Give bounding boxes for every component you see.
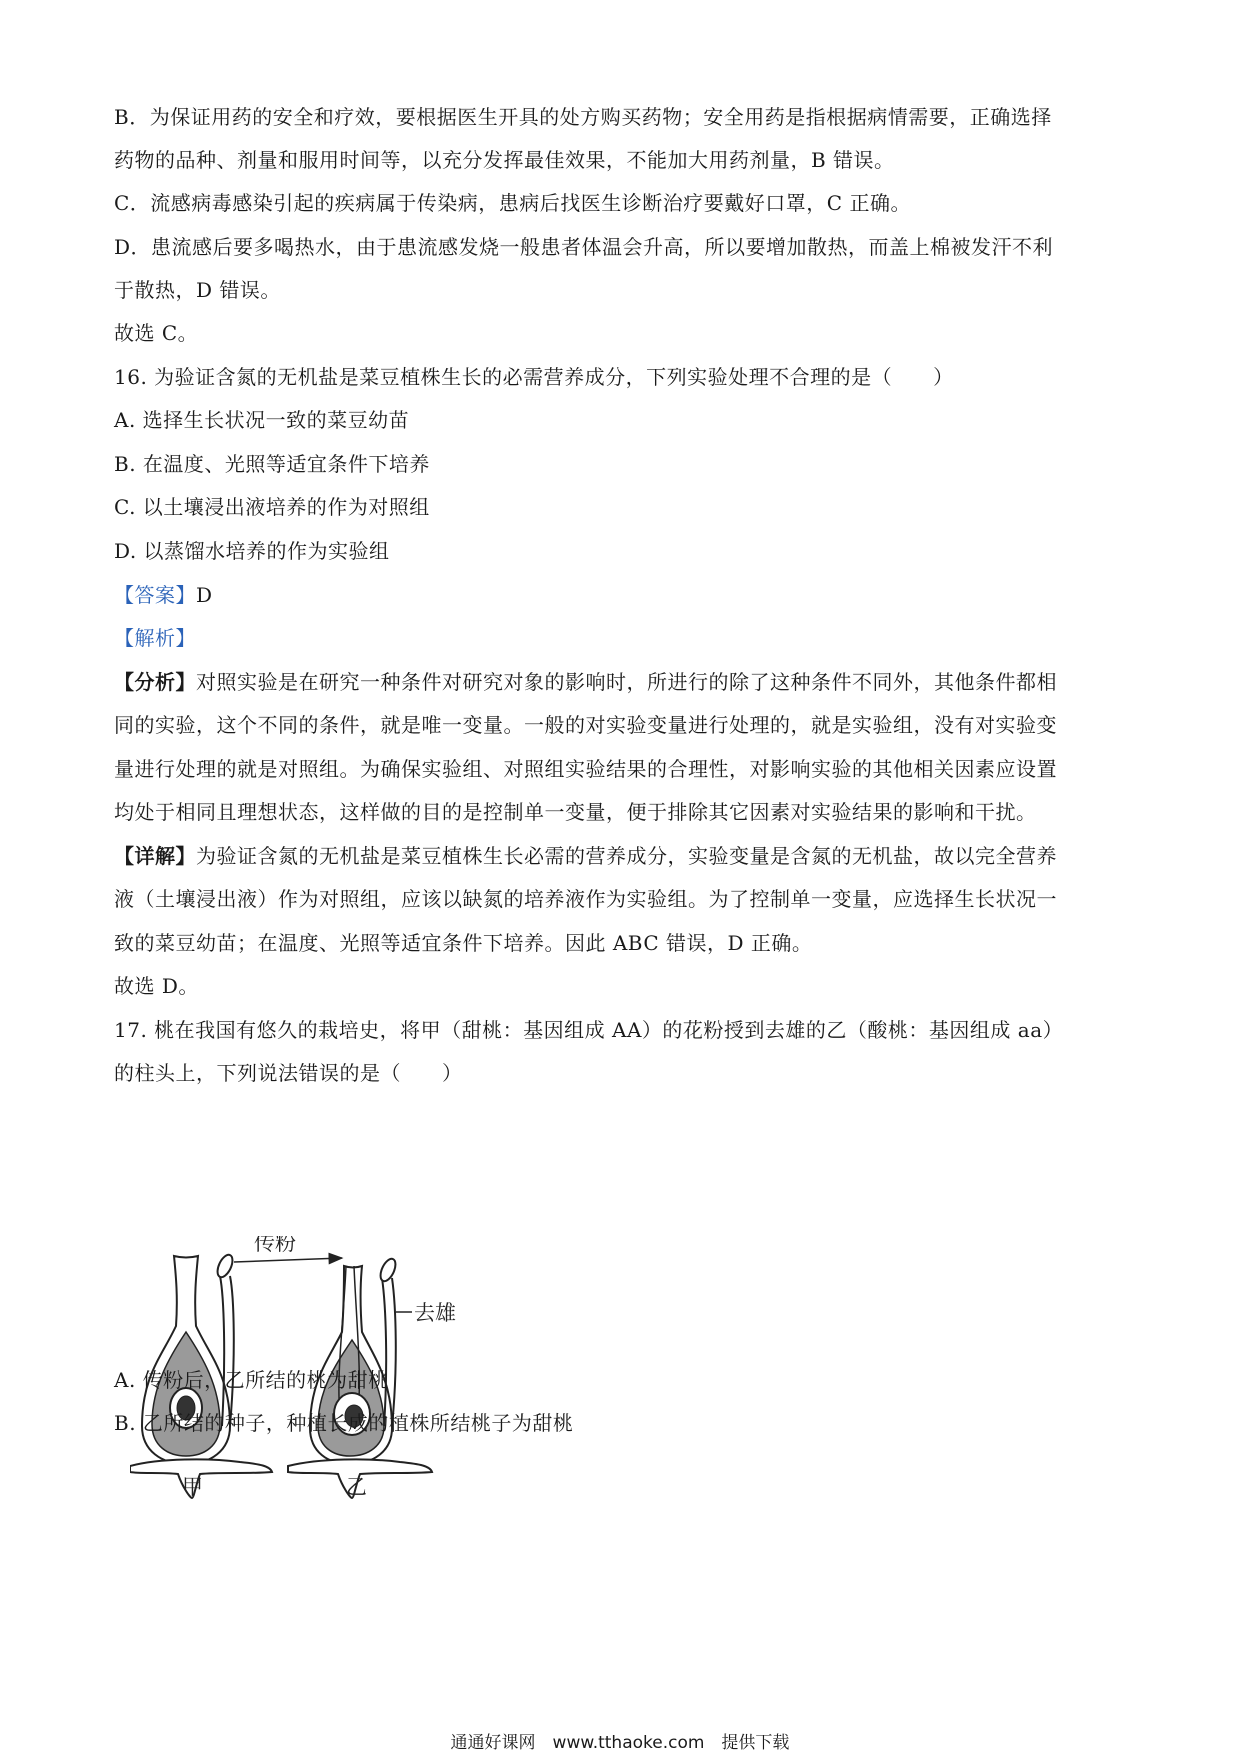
q16-answer-line (114, 580, 1124, 610)
analysis-tag: 【解析】 (114, 626, 196, 650)
q16-option-b: B. 在温度、光照等适宜条件下培养 (114, 452, 430, 476)
label-yi: 乙 (346, 1475, 367, 1499)
q16-option-d: D. 以蒸馏水培养的作为实验组 (114, 539, 390, 563)
label-emasculation: 去雄 (414, 1301, 456, 1325)
q16-xiangjie-line3: 致的菜豆幼苗；在温度、光照等适宜条件下培养。因此 ABC 错误，D 正确。 (114, 931, 813, 955)
fenxi-text-1: 对照实验是在研究一种条件对研究对象的影响时，所进行的除了这种条件不同外，其他条件都相 (196, 670, 1057, 694)
q16-option-a: A. 选择生长状况一致的菜豆幼苗 (114, 408, 410, 432)
label-pollination: 传粉 (254, 1236, 296, 1255)
q16-fenxi-line3: 量进行处理的就是对照组。为确保实验组、对照组实验结果的合理性，对影响实验的其他相关因素应设置 (114, 757, 1057, 781)
prev-option-d-line2: 于散热，D 错误。 (114, 278, 281, 302)
prev-option-c-line: C．流感病毒感染引起的疾病属于传染病，患病后找医生诊断治疗要戴好口罩，C 正确。 (114, 191, 911, 215)
q16-fenxi-line4: 均处于相同且理想状态，这样做的目的是控制单一变量，便于排除其它因素对实验结果的影响和干扰。 (114, 800, 1037, 824)
q17-stem-line2: 的柱头上，下列说法错误的是（ ） (114, 1061, 463, 1085)
q16-fenxi-line2: 同的实验，这个不同的条件，就是唯一变量。一般的对实验变量进行处理的，就是实验组，没有对实验变 (114, 713, 1057, 737)
prev-option-d-line1: D．患流感后要多喝热水，由于患流感发烧一般患者体温会升高，所以要增加散热，而盖上棉被发汗不利 (114, 235, 1054, 259)
page-footer: 通通好课网 www.tthaoke.com 提供下载 (450, 1733, 790, 1753)
pollination-arrow (234, 1258, 342, 1262)
prev-option-b-line2: 药物的品种、剂量和服用时间等，以充分发挥最佳效果，不能加大用药剂量，B 错误。 (114, 148, 895, 172)
q16-xiangjie-line2: 液（土壤浸出液）作为对照组，应该以缺氮的培养液作为实验组。为了控制单一变量，应选择生长状况一 (114, 887, 1057, 911)
prev-option-b-line1: B．为保证用药的安全和疗效，要根据医生开具的处方购买药物；安全用药是指根据病情需要，正确选择 (114, 105, 1052, 129)
q16-conclusion: 故选 D。 (114, 974, 199, 998)
answer-tag: 【答案】 (114, 583, 196, 607)
prev-conclusion: 故选 C。 (114, 321, 199, 345)
q17-option-b: B. 乙所结的种子，种植长成的植株所结桃子为甜桃 (114, 1411, 574, 1435)
q16-fenxi-line1 (114, 667, 1124, 697)
answer-value: D (196, 583, 213, 607)
xiangjie-tag: 【详解】 (114, 844, 196, 868)
q17-option-a: A. 传粉后，乙所结的桃为甜桃 (114, 1368, 389, 1392)
q17-stem-line1: 17. 桃在我国有悠久的栽培史，将甲（甜桃：基因组成 AA）的花粉授到去雄的乙（酸桃：基因组成 aa） (114, 1018, 1064, 1042)
q16-stem: 16. 为验证含氮的无机盐是菜豆植株生长的必需营养成分，下列实验处理不合理的是（ ） (114, 365, 954, 389)
xiangjie-text-1: 为验证含氮的无机盐是菜豆植株生长必需的营养成分，实验变量是含氮的无机盐，故以完全营养 (196, 844, 1057, 868)
label-jia: 甲 (182, 1475, 203, 1499)
q16-xiangjie-line1 (114, 841, 1124, 871)
q16-option-c: C. 以土壤浸出液培养的作为对照组 (114, 495, 430, 519)
q16-analysis-line (114, 623, 1124, 653)
fenxi-tag: 【分析】 (114, 670, 196, 694)
